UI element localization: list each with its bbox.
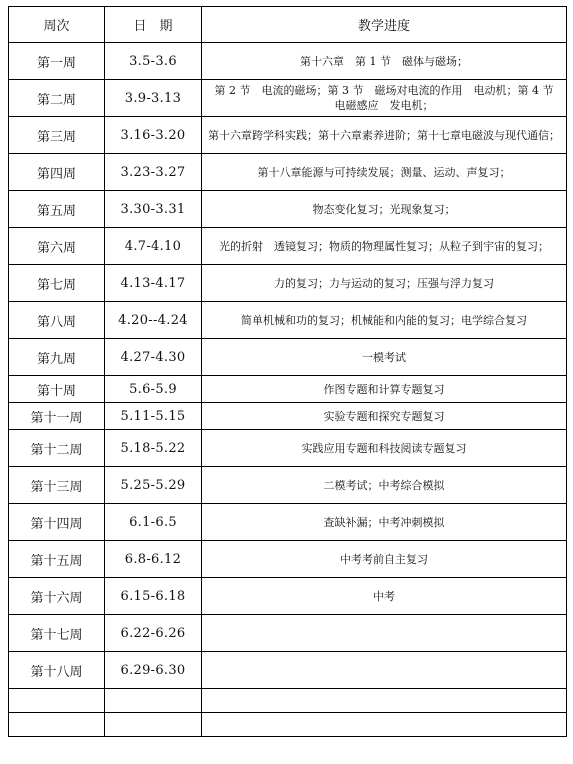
date-cell: 4.27-4.30	[105, 339, 202, 376]
week-cell: 第八周	[9, 302, 105, 339]
table-row	[9, 117, 567, 154]
table-row	[9, 265, 567, 302]
week-cell: 第七周	[9, 265, 105, 302]
progress-cell: 第十六章 第 1 节 磁体与磁场；	[202, 43, 567, 80]
date-cell: 3.30-3.31	[105, 191, 202, 228]
progress-cell: 第十八章能源与可持续发展；测量、运动、声复习；	[202, 154, 567, 191]
date-cell: 4.13-4.17	[105, 265, 202, 302]
progress-cell: 实践应用专题和科技阅读专题复习	[202, 430, 567, 467]
progress-cell: 力的复习；力与运动的复习；压强与浮力复习	[202, 265, 567, 302]
date-cell: 4.7-4.10	[105, 228, 202, 265]
progress-cell: 第十六章跨学科实践；第十六章素养进阶；第十七章电磁波与现代通信；	[202, 117, 567, 154]
week-cell: 第五周	[9, 191, 105, 228]
date-cell: 6.1-6.5	[105, 504, 202, 541]
table-row	[9, 652, 567, 689]
progress-cell: 中考考前自主复习	[202, 541, 567, 578]
schedule-table	[8, 6, 567, 737]
date-cell: 5.18-5.22	[105, 430, 202, 467]
date-cell: 6.8-6.12	[105, 541, 202, 578]
header-row	[9, 7, 567, 43]
progress-cell	[202, 689, 567, 713]
date-cell: 3.23-3.27	[105, 154, 202, 191]
progress-cell	[202, 713, 567, 737]
week-cell: 第十五周	[9, 541, 105, 578]
table-row	[9, 403, 567, 430]
header-date: 日 期	[105, 7, 202, 43]
progress-cell: 中考	[202, 578, 567, 615]
week-cell: 第十六周	[9, 578, 105, 615]
header-week: 周次	[9, 7, 105, 43]
progress-cell: 二模考试；中考综合模拟	[202, 467, 567, 504]
week-cell	[9, 689, 105, 713]
week-cell: 第六周	[9, 228, 105, 265]
week-cell: 第十七周	[9, 615, 105, 652]
date-cell: 3.9-3.13	[105, 80, 202, 117]
progress-cell: 一模考试	[202, 339, 567, 376]
progress-cell: 实验专题和探究专题复习	[202, 403, 567, 430]
date-cell: 6.22-6.26	[105, 615, 202, 652]
table-row	[9, 541, 567, 578]
header-progress: 教学进度	[202, 7, 567, 43]
date-cell: 4.20--4.24	[105, 302, 202, 339]
table-row	[9, 228, 567, 265]
table-row	[9, 154, 567, 191]
table-row	[9, 302, 567, 339]
table-row	[9, 339, 567, 376]
week-cell: 第二周	[9, 80, 105, 117]
progress-cell: 光的折射 透镜复习；物质的物理属性复习；从粒子到宇宙的复习；	[202, 228, 567, 265]
progress-cell: 第 2 节 电流的磁场；第 3 节 磁场对电流的作用 电动机；第 4 节 电磁感应 发电机；	[202, 80, 567, 117]
table-row	[9, 430, 567, 467]
table-row	[9, 467, 567, 504]
table-row	[9, 504, 567, 541]
table-row	[9, 376, 567, 403]
date-cell: 5.11-5.15	[105, 403, 202, 430]
progress-cell	[202, 615, 567, 652]
table-row	[9, 615, 567, 652]
week-cell: 第十三周	[9, 467, 105, 504]
table-row	[9, 578, 567, 615]
week-cell: 第九周	[9, 339, 105, 376]
week-cell: 第三周	[9, 117, 105, 154]
week-cell	[9, 713, 105, 737]
table-row	[9, 80, 567, 117]
week-cell: 第十四周	[9, 504, 105, 541]
progress-cell: 作图专题和计算专题复习	[202, 376, 567, 403]
week-cell: 第十二周	[9, 430, 105, 467]
week-cell: 第十一周	[9, 403, 105, 430]
week-cell: 第十八周	[9, 652, 105, 689]
date-cell: 5.6-5.9	[105, 376, 202, 403]
table-row	[9, 713, 567, 737]
date-cell	[105, 689, 202, 713]
date-cell: 5.25-5.29	[105, 467, 202, 504]
date-cell: 6.15-6.18	[105, 578, 202, 615]
table-row	[9, 191, 567, 228]
table-row	[9, 689, 567, 713]
week-cell: 第四周	[9, 154, 105, 191]
progress-cell: 物态变化复习；光现象复习；	[202, 191, 567, 228]
progress-cell: 简单机械和功的复习；机械能和内能的复习；电学综合复习	[202, 302, 567, 339]
date-cell: 3.5-3.6	[105, 43, 202, 80]
table-row	[9, 43, 567, 80]
date-cell: 3.16-3.20	[105, 117, 202, 154]
week-cell: 第一周	[9, 43, 105, 80]
progress-cell	[202, 652, 567, 689]
week-cell: 第十周	[9, 376, 105, 403]
date-cell: 6.29-6.30	[105, 652, 202, 689]
date-cell	[105, 713, 202, 737]
progress-cell: 查缺补漏；中考冲刺模拟	[202, 504, 567, 541]
